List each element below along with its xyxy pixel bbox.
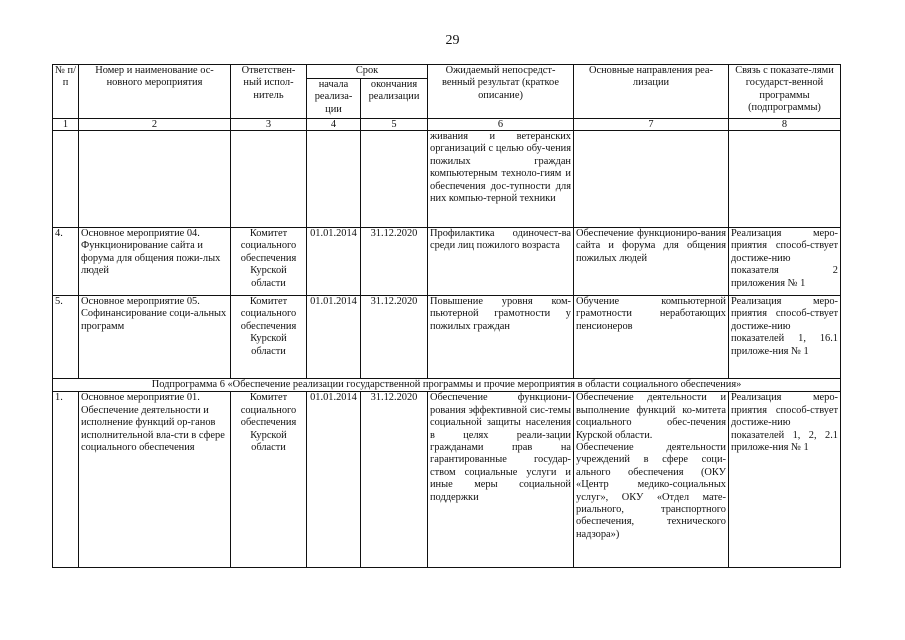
row-name: Основное мероприятие 01. Обеспечение деятельности и исполнение функций ор-ганов исполнительной вла-сти в сфере социального обеспечения — [79, 392, 231, 568]
column-number: 1 — [53, 119, 79, 131]
column-number: 2 — [79, 119, 231, 131]
column-number: 5 — [361, 119, 428, 131]
directions-paragraph: Обеспечение деятельности и выполнение функций ко-митета социального обес-печения Курской области. — [576, 392, 726, 441]
row-result: Повышение уровня ком-пьютерной грамотности у пожилых граждан — [428, 296, 574, 379]
row-directions: Обучение компьютерной грамотности неработающих пенсионеров — [574, 296, 729, 379]
row-end: 31.12.2020 — [361, 392, 428, 568]
row-responsible: Комитет социального обеспечения Курской области — [231, 392, 307, 568]
table-row — [53, 228, 841, 296]
row-directions — [574, 131, 729, 228]
column-number: 6 — [428, 119, 574, 131]
header-term: Срок — [307, 65, 428, 79]
page-number: 29 — [445, 33, 460, 48]
row-end — [361, 131, 428, 228]
row-start: 01.01.2014 — [307, 296, 361, 379]
row-start: 01.01.2014 — [307, 392, 361, 568]
row-num: 5. — [53, 296, 79, 379]
row-result: живания и ветеранских организаций с целью обу-чения пожилых граждан компьютерным техноло-гиям и обеспечения дос-тупности для них компью-терной техники — [428, 131, 574, 228]
column-number: 8 — [729, 119, 841, 131]
row-result: Профилактика одиночест-ва среди лиц пожилого возраста — [428, 228, 574, 296]
column-number: 7 — [574, 119, 729, 131]
column-number: 3 — [231, 119, 307, 131]
header-link: Связь с показате-лями государст-венной программы (подпрограммы) — [729, 65, 841, 119]
subprogram-title: Подпрограмма 6 «Обеспечение реализации государственной программы и прочие мероприятия в области социального обеспечения» — [53, 379, 841, 392]
row-num — [53, 131, 79, 228]
header-end: окончания реализации — [361, 79, 428, 119]
row-start — [307, 131, 361, 228]
row-responsible: Комитет социального обеспечения Курской области — [231, 296, 307, 379]
row-directions — [574, 392, 729, 568]
row-name: Основное мероприятие 05. Софинансирование соци-альных программ — [79, 296, 231, 379]
header-name: Номер и наименование ос-новного мероприятия — [79, 65, 231, 119]
row-result: Обеспечение функциони-рования эффективной сис-темы социальной защиты населения в целях реали-зации гражданами прав на гарантированные государ-ством социальные услуги и иные меры социальной поддержки — [428, 392, 574, 568]
row-name: Основное мероприятие 04. Функционирование сайта и форума для общения пожи-лых людей — [79, 228, 231, 296]
column-numbers-row — [53, 119, 841, 131]
row-responsible — [231, 131, 307, 228]
table-row — [53, 392, 841, 568]
header-responsible: Ответствен-ный испол-нитель — [231, 65, 307, 119]
row-end: 31.12.2020 — [361, 228, 428, 296]
column-number: 4 — [307, 119, 361, 131]
row-num: 1. — [53, 392, 79, 568]
row-link: Реализация меро-приятия способ-ствует достиже-нию показателей 1, 16.1 приложе-ния № 1 — [729, 296, 841, 379]
row-link — [729, 131, 841, 228]
row-num: 4. — [53, 228, 79, 296]
header-row — [53, 65, 841, 79]
row-end: 31.12.2020 — [361, 296, 428, 379]
header-num: № п/п — [53, 65, 79, 119]
header-start: начала реализа-ции — [307, 79, 361, 119]
row-responsible: Комитет социального обеспечения Курской области — [231, 228, 307, 296]
header-result: Ожидаемый непосредст-венный результат (краткое описание) — [428, 65, 574, 119]
row-name — [79, 131, 231, 228]
subprogram-title-row — [53, 379, 841, 392]
directions-paragraph: Обеспечение деятельности учреждений в сфере соци-ального обеспечения (ОКУ «Центр медико-социальных услуг», ОКУ «Отдел мате-риального, транспортного обеспечения, технического надзора») — [576, 442, 726, 540]
activities-table — [52, 64, 841, 568]
header-directions: Основные направления реа-лизации — [574, 65, 729, 119]
table-row — [53, 296, 841, 379]
row-link: Реализация меро-приятия способ-ствует достиже-нию показателя 2 приложения № 1 — [729, 228, 841, 296]
row-directions: Обеспечение функциониро-вания сайта и форума для общения пожилых людей — [574, 228, 729, 296]
row-start: 01.01.2014 — [307, 228, 361, 296]
table-row — [53, 131, 841, 228]
row-link: Реализация меро-приятия способ-ствует достиже-нию показателей 1, 2, 2.1 приложе-ния № 1 — [729, 392, 841, 568]
